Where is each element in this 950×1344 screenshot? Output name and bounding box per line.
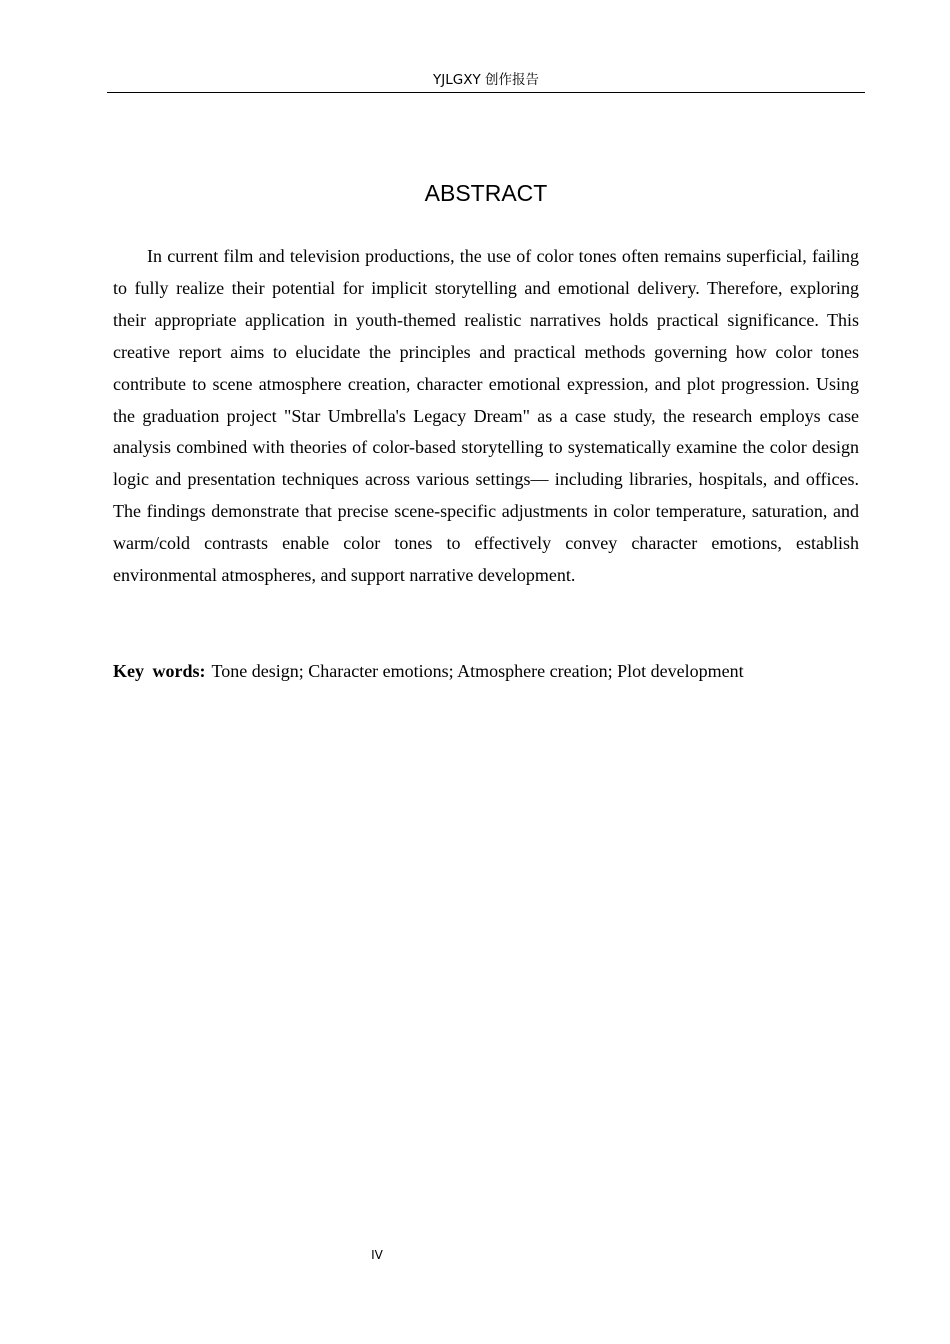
keywords-line	[113, 656, 859, 687]
abstract-title: ABSTRACT	[424, 180, 548, 206]
abstract-body: In current film and television productions, the use of color tones often remains superficial, failing to fully realize their potential for implicit storytelling and emotional delivery. Therefore, exploring their appropriate application in youth-themed realistic narratives holds practical significance. This creative report aims to elucidate the principles and practical methods governing how color tones contribute to scene atmosphere creation, character emotional expression, and plot progression. Using the graduation project "Star Umbrella's Legacy Dream" as a case study, the research employs case analysis combined with theories of color-based storytelling to systematically examine the color design logic and presentation techniques across various settings— including libraries, hospitals, and offices. The findings demonstrate that precise scene-specific adjustments in color temperature, saturation, and warm/cold contrasts enable color tones to effectively convey character emotions, establish environmental atmospheres, and support narrative development.	[113, 246, 859, 586]
keywords-label: Key words:	[113, 661, 206, 681]
page-number: IV	[371, 1248, 383, 1262]
keywords-text: Tone design; Character emotions; Atmosphere creation; Plot development	[211, 661, 744, 681]
running-header: YJLGXY 创作报告	[107, 70, 865, 93]
